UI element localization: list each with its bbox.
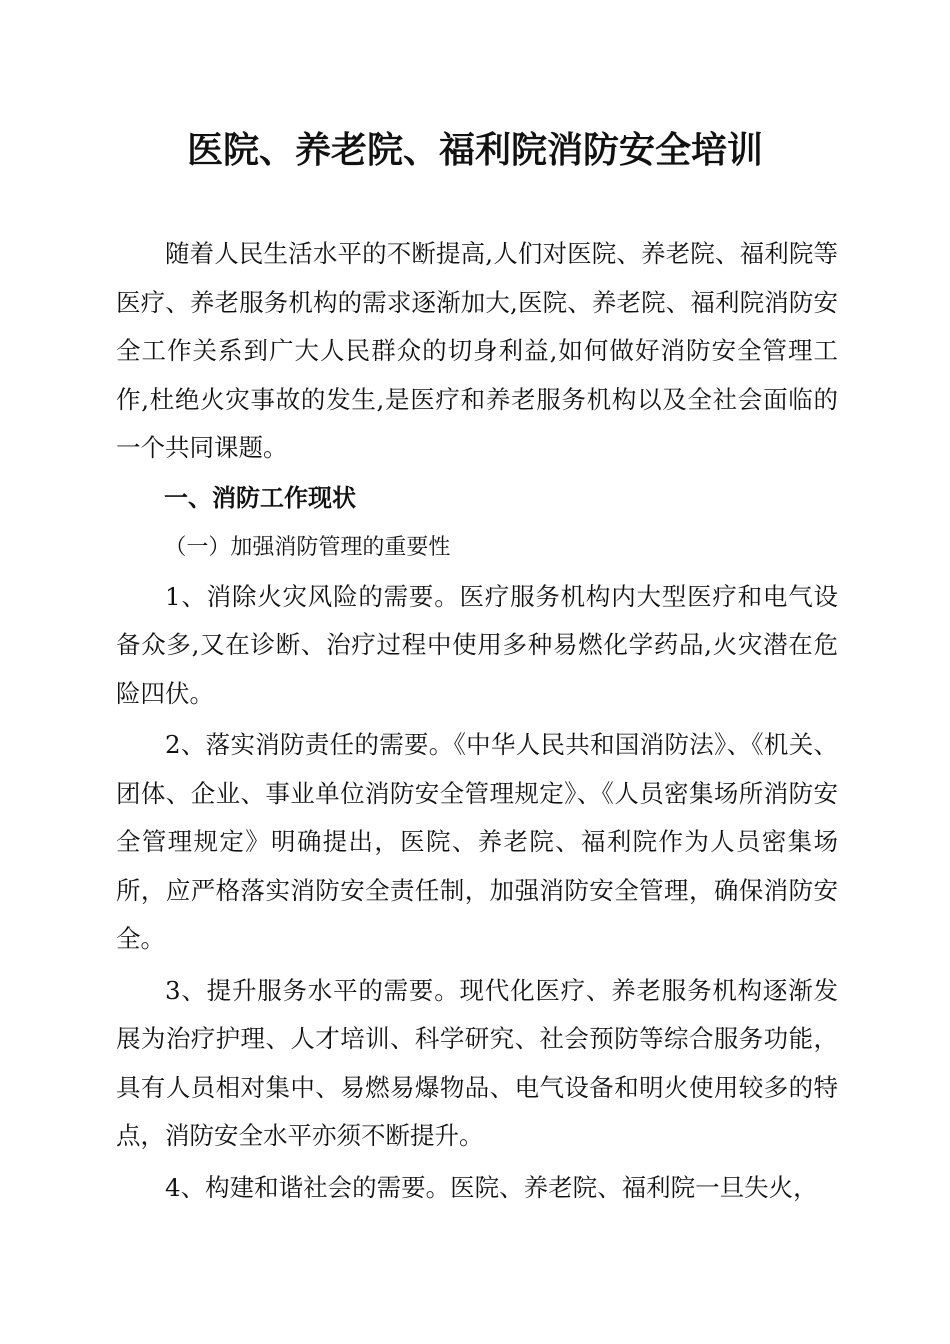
section-heading: 一、消防工作现状 — [164, 483, 356, 512]
list-item: 4、构建和谐社会的需要。医院、养老院、福利院一旦失火， — [165, 1172, 818, 1202]
list-item: 1、消除火灾风险的需要。医疗服务机构内大型医疗和电气设备众多,又在诊断、治疗过程中使用多种易燃化学药品,火灾潜在危险四伏。 — [116, 581, 838, 708]
list-item: 3、提升服务水平的需要。现代化医疗、养老服务机构逐渐发展为治疗护理、人才培训、科学研究、社会预防等综合服务功能，具有人员相对集中、易燃易爆物品、电气设备和明火使用较多的特点，消防安全水平亦须不断提升。 — [116, 975, 838, 1150]
subsection-heading: （一）加强消防管理的重要性 — [164, 534, 451, 560]
intro-paragraph: 随着人民生活水平的不断提高,人们对医院、养老院、福利院等医疗、养老服务机构的需求逐渐加大,医院、养老院、福利院消防安全工作关系到广大人民群众的切身利益,如何做好消防安全管理工作,杜绝火灾事故的发生,是医疗和养老服务机构以及全社会面临的一个共同课题。 — [116, 239, 838, 462]
list-item: 2、落实消防责任的需要。《中华人民共和国消防法》、《机关、团体、企业、事业单位消防安全管理规定》、《人员密集场所消防安全管理规定》明确提出，医院、养老院、福利院作为人员密集场所，应严格落实消防安全责任制，加强消防安全管理，确保消防安全。 — [116, 730, 838, 953]
document-body — [116, 230, 838, 1212]
document-title: 医院、养老院、福利院消防安全培训 — [186, 129, 763, 171]
